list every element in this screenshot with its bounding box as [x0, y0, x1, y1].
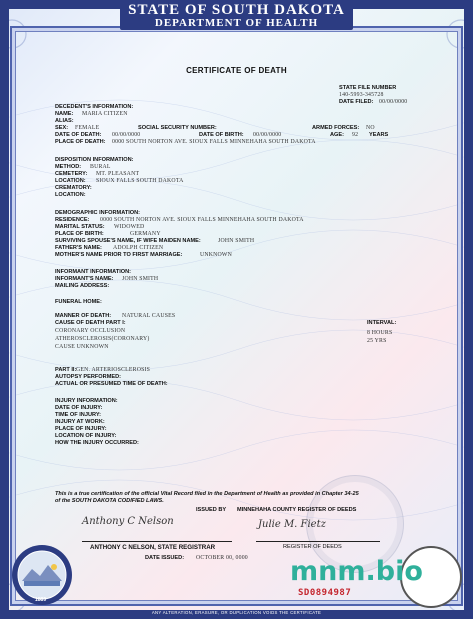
- location-value: SIOUX FALLS SOUTH DAKOTA: [96, 178, 184, 184]
- sex-value: FEMALE: [75, 125, 100, 131]
- armed-forces-value: NO: [366, 125, 375, 131]
- registrar-signature-line: [82, 541, 232, 542]
- date-of-birth-label: DATE OF BIRTH:: [199, 132, 244, 138]
- part2-value: GEN. ARTERIOSCLEROSIS: [76, 367, 151, 373]
- cemetery-label: CEMETERY:: [55, 171, 88, 177]
- informant-name-label: INFORMANT'S NAME:: [55, 276, 114, 282]
- certification-line-1: This is a true certification of the official Vital Record filed in the Department of Health as provided in Chapter 34-25: [55, 491, 359, 497]
- deeds-signature: Julie M. Fietz: [258, 519, 326, 530]
- injury-at-work-label: INJURY AT WORK:: [55, 419, 105, 425]
- alias-label: ALIAS:: [55, 118, 74, 124]
- place-of-injury-label: PLACE OF INJURY:: [55, 426, 107, 432]
- date-of-injury-label: DATE OF INJURY:: [55, 405, 103, 411]
- cause-line-1-interval: 8 HOURS: [367, 330, 393, 336]
- decedent-section: DECEDENT'S INFORMATION:: [55, 104, 134, 110]
- cause-line-2: ATHEROSCLEROSIS(CORONARY): [55, 336, 150, 342]
- issued-by-label: ISSUED BY: [196, 507, 227, 513]
- place-of-death-label: PLACE OF DEATH:: [55, 139, 106, 145]
- sex-label: SEX:: [55, 125, 69, 131]
- spouse-label: SURVIVING SPOUSE'S NAME, IF WIFE MAIDEN NAME:: [55, 238, 201, 244]
- mailing-address-label: MAILING ADDRESS:: [55, 283, 110, 289]
- autopsy-label: AUTOPSY PERFORMED:: [55, 374, 121, 380]
- place-of-death: 0000 SOUTH NORTON AVE. SIOUX FALLS MINNEHAHA SOUTH DAKOTA: [112, 139, 316, 145]
- residence-label: RESIDENCE:: [55, 217, 90, 223]
- manner-of-death-label: MANNER OF DEATH:: [55, 313, 112, 319]
- deeds-signature-line: [256, 541, 380, 542]
- registrar-title: ANTHONY C NELSON, STATE REGISTRAR: [90, 544, 216, 551]
- ssn-label: SOCIAL SECURITY NUMBER:: [138, 125, 217, 131]
- residence-value: 0000 SOUTH NORTON AVE. SIOUX FALLS MINNEHAHA SOUTH DAKOTA: [100, 217, 304, 223]
- location-of-injury-label: LOCATION OF INJURY:: [55, 433, 117, 439]
- method-label: METHOD:: [55, 164, 82, 170]
- disposition-section: DISPOSITION INFORMATION:: [55, 157, 134, 163]
- years-label: YEARS: [369, 132, 389, 138]
- issued-by-value: MINNEHAHA COUNTY REGISTER OF DEEDS: [237, 507, 357, 513]
- marital-status-label: MARITAL STATUS:: [55, 224, 105, 230]
- demographic-section: DEMOGRAPHIC INFORMATION:: [55, 210, 141, 216]
- place-of-birth-value: GERMANY: [130, 231, 161, 237]
- mother-label: MOTHER'S NAME PRIOR TO FIRST MARRIAGE:: [55, 252, 183, 258]
- certificate-title: CERTIFICATE OF DEATH: [186, 66, 287, 75]
- cause-line-3: CAUSE UNKNOWN: [55, 344, 109, 350]
- decedent-name: MARIA CITIZEN: [82, 111, 128, 117]
- certification-line-2: of the SOUTH DAKOTA CODIFIED LAWS.: [55, 498, 164, 504]
- informant-section: INFORMANT INFORMATION:: [55, 269, 132, 275]
- file-number-label: STATE FILE NUMBER: [339, 85, 397, 91]
- interval-label: INTERVAL:: [367, 320, 397, 326]
- age-value: 92: [352, 132, 359, 138]
- part2-label: PART II:: [55, 367, 77, 373]
- spouse-value: JOHN SMITH: [218, 238, 255, 244]
- name-label: NAME:: [55, 111, 74, 117]
- manner-of-death-value: NATURAL CAUSES: [122, 313, 176, 319]
- cause-line-1: CORONARY OCCLUSION: [55, 328, 126, 334]
- deeds-title: REGISTER OF DEEDS: [283, 544, 342, 550]
- injury-section: INJURY INFORMATION:: [55, 398, 118, 404]
- date-issued-label: DATE ISSUED:: [145, 555, 185, 561]
- date-of-death: 00/00/0000: [112, 132, 141, 138]
- funeral-home-label: FUNERAL HOME:: [55, 299, 102, 305]
- footer-warning: ANY ALTERATION, ERASURE, OR DUPLICATION VOIDS THE CERTIFICATE: [151, 610, 322, 615]
- watermark-brand: mnm.bio: [290, 556, 423, 587]
- serial-number: SD0894987: [298, 588, 352, 598]
- file-number: 140-5993-345728: [339, 92, 384, 98]
- cemetery-value: MT. PLEASANT: [96, 171, 140, 177]
- date-issued-value: OCTOBER 00, 0000: [196, 555, 248, 561]
- state-heading: STATE OF SOUTH DAKOTA: [128, 2, 345, 18]
- date-of-death-label: DATE OF DEATH:: [55, 132, 102, 138]
- place-of-birth-label: PLACE OF BIRTH:: [55, 231, 104, 237]
- date-filed-label: DATE FILED:: [339, 99, 374, 105]
- cause-part1-label: CAUSE OF DEATH PART I:: [55, 320, 126, 326]
- registrar-signature: Anthony C Nelson: [82, 516, 174, 527]
- marital-status-value: WIDOWED: [114, 224, 145, 230]
- father-label: FATHER'S NAME:: [55, 245, 102, 251]
- location-label: LOCATION:: [55, 178, 86, 184]
- date-filed: 00/00/0000: [379, 99, 408, 105]
- department-heading: DEPARTMENT OF HEALTH: [154, 17, 319, 29]
- crematory-location-label: LOCATION:: [55, 192, 86, 198]
- method-value: BURAL: [90, 164, 111, 170]
- father-value: ADOLPH CITIZEN: [113, 245, 164, 251]
- date-of-birth: 00/00/0000: [253, 132, 282, 138]
- crematory-label: CREMATORY:: [55, 185, 92, 191]
- time-of-death-label: ACTUAL OR PRESUMED TIME OF DEATH:: [55, 381, 168, 387]
- mother-value: UNKNOWN: [200, 252, 232, 258]
- cause-line-2-interval: 25 YRS: [367, 338, 387, 344]
- armed-forces-label: ARMED FORCES:: [312, 125, 360, 131]
- time-of-injury-label: TIME OF INJURY:: [55, 412, 101, 418]
- age-label: AGE:: [330, 132, 344, 138]
- informant-name-value: JOHN SMITH: [122, 276, 159, 282]
- how-injury-occurred-label: HOW THE INJURY OCCURRED:: [55, 440, 139, 446]
- seal-year: 1889: [35, 597, 47, 603]
